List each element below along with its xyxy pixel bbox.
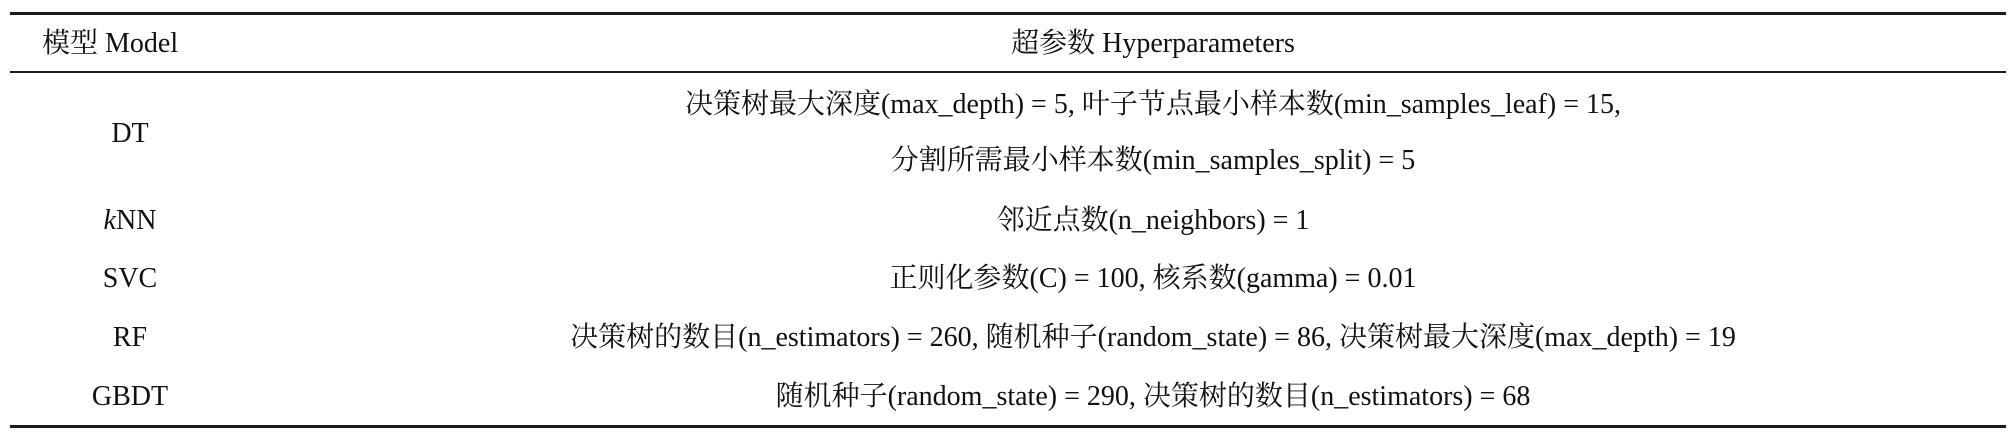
table-bottom-rule <box>10 425 2006 428</box>
header-model: 模型 Model <box>42 28 179 59</box>
row-dt-model: DT <box>111 118 149 149</box>
table-top-rule <box>10 12 2006 15</box>
row-dt-params-line2: 分割所需最小样本数(min_samples_split) = 5 <box>890 145 1416 176</box>
row-dt-params-line1: 决策树最大深度(max_depth) = 5, 叶子节点最小样本数(min_samples_leaf) = 15, <box>684 89 1622 120</box>
row-gbdt-params: 随机种子(random_state) = 290, 决策树的数目(n_estimators) = 68 <box>775 381 1531 412</box>
row-rf-model: RF <box>112 322 148 353</box>
row-knn-model <box>10 204 250 238</box>
row-gbdt-model: GBDT <box>91 381 169 412</box>
row-knn-model-k: k <box>103 205 116 236</box>
row-rf-params: 决策树的数目(n_estimators) = 260, 随机种子(random_state) = 86, 决策树最大深度(max_depth) = 19 <box>570 322 1736 353</box>
table-header-rule <box>10 71 2006 73</box>
row-svc-model: SVC <box>102 263 158 294</box>
row-knn-model-rest: NN <box>115 205 157 236</box>
row-svc-params: 正则化参数(C) = 100, 核系数(gamma) = 0.01 <box>889 263 1417 294</box>
row-knn-params: 邻近点数(n_neighbors) = 1 <box>996 205 1310 236</box>
header-hyperparameters: 超参数 Hyperparameters <box>1011 28 1295 59</box>
